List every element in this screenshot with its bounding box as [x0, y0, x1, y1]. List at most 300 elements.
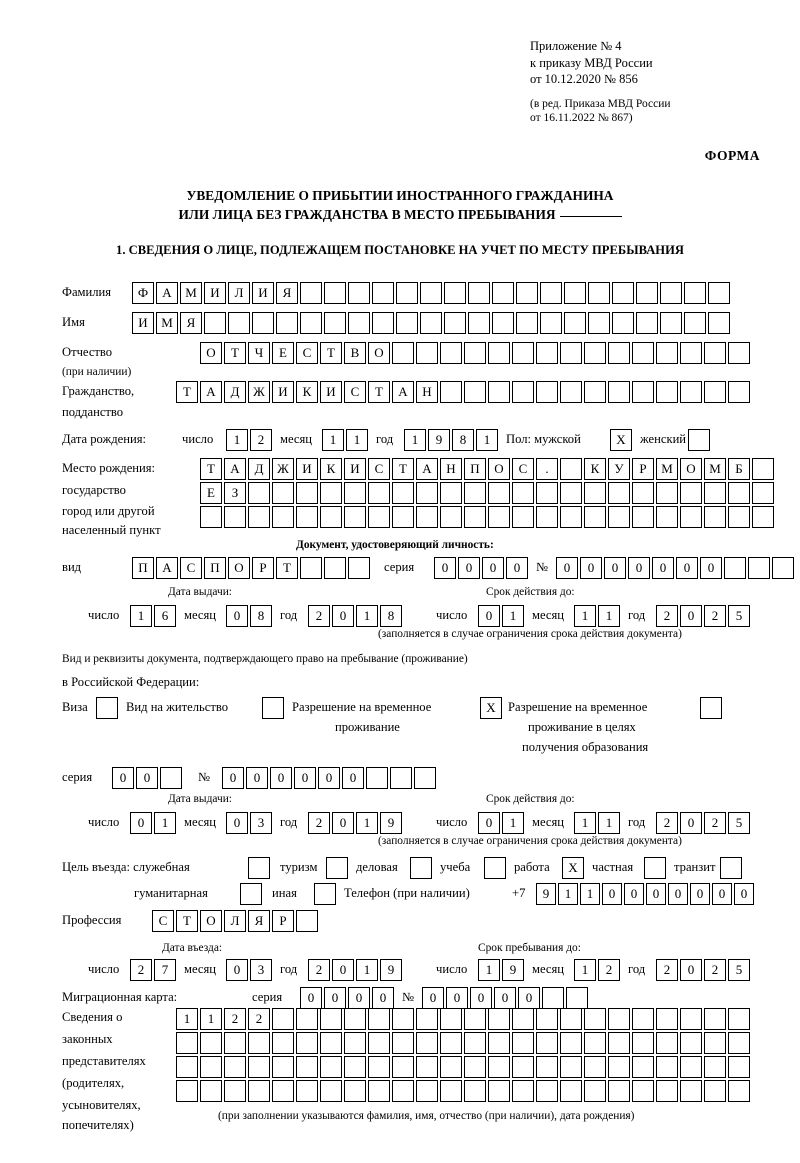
cell[interactable]: С	[368, 458, 390, 480]
cell[interactable]	[416, 342, 438, 364]
cell[interactable]: 0	[680, 605, 702, 627]
legal-reps-row-2[interactable]	[176, 1032, 752, 1054]
cell[interactable]: О	[228, 557, 250, 579]
cell[interactable]: 0	[580, 557, 602, 579]
phone-input[interactable]	[536, 883, 756, 905]
cell[interactable]: Т	[176, 910, 198, 932]
cell[interactable]	[632, 342, 654, 364]
stayend-month-input[interactable]	[574, 959, 622, 981]
cell[interactable]: 3	[250, 959, 272, 981]
cell[interactable]: К	[296, 381, 318, 403]
cell[interactable]: А	[224, 458, 246, 480]
cell[interactable]	[512, 1008, 534, 1030]
cell[interactable]: 0	[434, 557, 456, 579]
cell[interactable]	[536, 381, 558, 403]
stay-valid-month-input[interactable]	[574, 812, 622, 834]
cell[interactable]: З	[224, 482, 246, 504]
purpose-study-checkbox[interactable]	[484, 857, 506, 879]
cell[interactable]	[248, 1032, 270, 1054]
cell[interactable]: 0	[602, 883, 622, 905]
cell[interactable]: 0	[668, 883, 688, 905]
cell[interactable]	[728, 482, 750, 504]
cell[interactable]: Я	[248, 910, 270, 932]
cell[interactable]: И	[252, 282, 274, 304]
cell[interactable]	[704, 506, 726, 528]
stay-issue-year-input[interactable]	[308, 812, 404, 834]
cell[interactable]	[588, 282, 610, 304]
cell[interactable]: П	[132, 557, 154, 579]
cell[interactable]	[632, 1056, 654, 1078]
cell[interactable]	[416, 482, 438, 504]
cell[interactable]	[160, 767, 182, 789]
cell[interactable]: М	[656, 458, 678, 480]
cell[interactable]: 2	[248, 1008, 270, 1030]
cell[interactable]: 0	[676, 557, 698, 579]
cell[interactable]: 0	[422, 987, 444, 1009]
cell[interactable]	[368, 482, 390, 504]
cell[interactable]: 2	[704, 605, 726, 627]
cell[interactable]	[444, 312, 466, 334]
cell[interactable]	[704, 342, 726, 364]
cell[interactable]	[368, 1080, 390, 1102]
cell[interactable]: Т	[368, 381, 390, 403]
cell[interactable]	[488, 1080, 510, 1102]
cell[interactable]	[728, 342, 750, 364]
cell[interactable]: 3	[250, 812, 272, 834]
cell[interactable]: 0	[136, 767, 158, 789]
cell[interactable]: С	[344, 381, 366, 403]
purpose-other-checkbox[interactable]	[314, 883, 336, 905]
cell[interactable]: 0	[680, 812, 702, 834]
cell[interactable]: С	[180, 557, 202, 579]
cell[interactable]: 0	[506, 557, 528, 579]
cell[interactable]	[536, 506, 558, 528]
cell[interactable]	[440, 482, 462, 504]
cell[interactable]: И	[204, 282, 226, 304]
cell[interactable]: 9	[502, 959, 524, 981]
cell[interactable]	[584, 342, 606, 364]
sex-female-checkbox[interactable]	[688, 429, 710, 451]
entry-year-input[interactable]	[308, 959, 404, 981]
cell[interactable]: Ж	[248, 381, 270, 403]
cell[interactable]: 0	[646, 883, 666, 905]
cell[interactable]	[656, 506, 678, 528]
cell[interactable]	[296, 482, 318, 504]
cell[interactable]	[540, 282, 562, 304]
cell[interactable]	[632, 1008, 654, 1030]
cell[interactable]	[416, 1080, 438, 1102]
cell[interactable]: 0	[222, 767, 244, 789]
cell[interactable]	[440, 381, 462, 403]
cell[interactable]: С	[296, 342, 318, 364]
cell[interactable]: В	[344, 342, 366, 364]
cell[interactable]: 2	[656, 959, 678, 981]
cell[interactable]	[680, 506, 702, 528]
cell[interactable]: 1	[478, 959, 500, 981]
cell[interactable]	[252, 312, 274, 334]
cell[interactable]: 2	[704, 812, 726, 834]
cell[interactable]	[468, 282, 490, 304]
cell[interactable]	[684, 312, 706, 334]
cell[interactable]	[272, 506, 294, 528]
cell[interactable]	[344, 506, 366, 528]
cell[interactable]	[728, 506, 750, 528]
purpose-private-checkbox[interactable]	[644, 857, 666, 879]
cell[interactable]	[200, 506, 222, 528]
cell[interactable]	[368, 1032, 390, 1054]
cell[interactable]	[348, 312, 370, 334]
cell[interactable]	[468, 312, 490, 334]
cell[interactable]: О	[680, 458, 702, 480]
cell[interactable]	[296, 1032, 318, 1054]
cell[interactable]	[680, 1032, 702, 1054]
cell[interactable]	[224, 1032, 246, 1054]
cell[interactable]: Т	[224, 342, 246, 364]
cell[interactable]: 0	[318, 767, 340, 789]
cell[interactable]: 8	[250, 605, 272, 627]
cell[interactable]	[344, 1008, 366, 1030]
cell[interactable]	[440, 1032, 462, 1054]
doc-kind-input[interactable]	[132, 557, 372, 579]
cell[interactable]: 1	[200, 1008, 222, 1030]
cell[interactable]	[708, 312, 730, 334]
cell[interactable]	[300, 282, 322, 304]
cell[interactable]	[464, 1008, 486, 1030]
cell[interactable]: 0	[734, 883, 754, 905]
cell[interactable]: О	[368, 342, 390, 364]
cell[interactable]: П	[464, 458, 486, 480]
cell[interactable]	[516, 312, 538, 334]
cell[interactable]: 0	[482, 557, 504, 579]
cell[interactable]	[392, 342, 414, 364]
cell[interactable]: Ж	[272, 458, 294, 480]
cell[interactable]: 0	[478, 812, 500, 834]
mcard-number-input[interactable]	[422, 987, 590, 1009]
cell[interactable]	[368, 506, 390, 528]
cell[interactable]	[728, 1080, 750, 1102]
cell[interactable]	[488, 1056, 510, 1078]
cell[interactable]: 0	[294, 767, 316, 789]
purpose-transit-checkbox[interactable]	[720, 857, 742, 879]
cell[interactable]	[200, 1056, 222, 1078]
cell[interactable]	[632, 506, 654, 528]
cell[interactable]	[464, 1080, 486, 1102]
cell[interactable]	[320, 1056, 342, 1078]
cell[interactable]: 0	[446, 987, 468, 1009]
cell[interactable]: О	[488, 458, 510, 480]
cell[interactable]	[344, 1080, 366, 1102]
cell[interactable]	[728, 1008, 750, 1030]
cell[interactable]: 8	[452, 429, 474, 451]
purpose-humanitarian-checkbox[interactable]	[240, 883, 262, 905]
cell[interactable]: 1	[574, 812, 596, 834]
cell[interactable]	[656, 1080, 678, 1102]
stay-number-input[interactable]	[222, 767, 438, 789]
cell[interactable]	[608, 342, 630, 364]
cell[interactable]	[584, 381, 606, 403]
cell[interactable]	[632, 482, 654, 504]
cell[interactable]: 7	[154, 959, 176, 981]
doc-valid-year-input[interactable]	[656, 605, 752, 627]
cell[interactable]	[320, 482, 342, 504]
cell[interactable]	[248, 1056, 270, 1078]
cell[interactable]	[296, 1056, 318, 1078]
stayend-year-input[interactable]	[656, 959, 752, 981]
cell[interactable]: 1	[598, 812, 620, 834]
cell[interactable]	[584, 1008, 606, 1030]
cell[interactable]: П	[204, 557, 226, 579]
doc-issue-year-input[interactable]	[308, 605, 404, 627]
cell[interactable]: М	[180, 282, 202, 304]
cell[interactable]: 0	[348, 987, 370, 1009]
stay-valid-day-input[interactable]	[478, 812, 526, 834]
cell[interactable]	[414, 767, 436, 789]
cell[interactable]	[464, 482, 486, 504]
stay-issue-month-input[interactable]	[226, 812, 274, 834]
cell[interactable]: Т	[276, 557, 298, 579]
cell[interactable]	[464, 342, 486, 364]
cell[interactable]	[390, 767, 412, 789]
cell[interactable]: 0	[300, 987, 322, 1009]
cell[interactable]	[488, 1032, 510, 1054]
cell[interactable]: 0	[226, 812, 248, 834]
cell[interactable]: Я	[180, 312, 202, 334]
cell[interactable]: 1	[574, 605, 596, 627]
cell[interactable]	[704, 1008, 726, 1030]
cell[interactable]	[392, 1032, 414, 1054]
doc-valid-month-input[interactable]	[574, 605, 622, 627]
cell[interactable]: 1	[346, 429, 368, 451]
cell[interactable]: 1	[226, 429, 248, 451]
cell[interactable]: 0	[130, 812, 152, 834]
cell[interactable]	[516, 282, 538, 304]
cell[interactable]: М	[156, 312, 178, 334]
birth-year-input[interactable]	[404, 429, 500, 451]
cell[interactable]: 1	[558, 883, 578, 905]
birth-place-city-input-row2[interactable]	[200, 482, 776, 504]
cell[interactable]: 0	[324, 987, 346, 1009]
cell[interactable]	[560, 1080, 582, 1102]
cell[interactable]	[176, 1032, 198, 1054]
purpose-business-checkbox[interactable]	[410, 857, 432, 879]
cell[interactable]	[512, 1056, 534, 1078]
cell[interactable]	[344, 1056, 366, 1078]
cell[interactable]	[464, 506, 486, 528]
cell[interactable]	[656, 1008, 678, 1030]
cell[interactable]: 1	[322, 429, 344, 451]
cell[interactable]	[584, 482, 606, 504]
cell[interactable]: 1	[502, 605, 524, 627]
cell[interactable]: 8	[380, 605, 402, 627]
cell[interactable]: 9	[428, 429, 450, 451]
cell[interactable]: Л	[224, 910, 246, 932]
profession-input[interactable]	[152, 910, 320, 932]
citizenship-input[interactable]	[176, 381, 752, 403]
cell[interactable]: 2	[130, 959, 152, 981]
sex-male-checkbox[interactable]: X	[610, 429, 632, 451]
cell[interactable]: 9	[536, 883, 556, 905]
cell[interactable]	[492, 312, 514, 334]
cell[interactable]: И	[344, 458, 366, 480]
cell[interactable]: Я	[276, 282, 298, 304]
cell[interactable]: 2	[308, 959, 330, 981]
cell[interactable]	[200, 1032, 222, 1054]
cell[interactable]	[420, 312, 442, 334]
cell[interactable]	[416, 1032, 438, 1054]
cell[interactable]	[748, 557, 770, 579]
cell[interactable]	[772, 557, 794, 579]
cell[interactable]	[296, 506, 318, 528]
cell[interactable]	[488, 1008, 510, 1030]
cell[interactable]: 2	[704, 959, 726, 981]
cell[interactable]	[300, 312, 322, 334]
cell[interactable]: 0	[226, 959, 248, 981]
cell[interactable]	[248, 506, 270, 528]
cell[interactable]	[536, 342, 558, 364]
cell[interactable]	[512, 1032, 534, 1054]
cell[interactable]	[728, 381, 750, 403]
cell[interactable]	[680, 342, 702, 364]
cell[interactable]: 0	[270, 767, 292, 789]
birth-place-city-input-row3[interactable]	[200, 506, 776, 528]
purpose-tourism-checkbox[interactable]	[326, 857, 348, 879]
entry-month-input[interactable]	[226, 959, 274, 981]
cell[interactable]: 9	[380, 959, 402, 981]
cell[interactable]: Д	[248, 458, 270, 480]
cell[interactable]: Т	[392, 458, 414, 480]
cell[interactable]	[660, 282, 682, 304]
cell[interactable]: 0	[712, 883, 732, 905]
cell[interactable]: И	[320, 381, 342, 403]
cell[interactable]: С	[152, 910, 174, 932]
cell[interactable]: К	[320, 458, 342, 480]
cell[interactable]: С	[512, 458, 534, 480]
cell[interactable]: 5	[728, 812, 750, 834]
doc-issue-month-input[interactable]	[226, 605, 274, 627]
stay-series-input[interactable]	[112, 767, 184, 789]
cell[interactable]	[392, 1008, 414, 1030]
cell[interactable]	[488, 381, 510, 403]
cell[interactable]	[296, 1008, 318, 1030]
cell[interactable]	[372, 282, 394, 304]
cell[interactable]	[224, 1056, 246, 1078]
cell[interactable]	[440, 1080, 462, 1102]
cell[interactable]: 6	[154, 605, 176, 627]
cell[interactable]	[440, 1008, 462, 1030]
cell[interactable]	[708, 282, 730, 304]
cell[interactable]	[392, 506, 414, 528]
cell[interactable]	[344, 482, 366, 504]
cell[interactable]	[176, 1080, 198, 1102]
cell[interactable]	[564, 312, 586, 334]
cell[interactable]	[584, 1056, 606, 1078]
cell[interactable]	[656, 342, 678, 364]
cell[interactable]	[728, 1056, 750, 1078]
cell[interactable]: Р	[252, 557, 274, 579]
cell[interactable]: К	[584, 458, 606, 480]
cell[interactable]	[608, 1008, 630, 1030]
cell[interactable]	[420, 282, 442, 304]
cell[interactable]	[680, 1056, 702, 1078]
cell[interactable]: И	[272, 381, 294, 403]
cell[interactable]	[632, 381, 654, 403]
cell[interactable]: Н	[440, 458, 462, 480]
cell[interactable]: М	[704, 458, 726, 480]
cell[interactable]: 0	[556, 557, 578, 579]
cell[interactable]	[512, 482, 534, 504]
cell[interactable]	[444, 282, 466, 304]
cell[interactable]	[324, 557, 346, 579]
cell[interactable]	[440, 342, 462, 364]
birth-place-state-input[interactable]	[200, 458, 776, 480]
cell[interactable]	[584, 506, 606, 528]
cell[interactable]	[566, 987, 588, 1009]
cell[interactable]: 0	[624, 883, 644, 905]
cell[interactable]	[366, 767, 388, 789]
purpose-official-checkbox[interactable]	[248, 857, 270, 879]
cell[interactable]: 0	[478, 605, 500, 627]
cell[interactable]	[392, 1080, 414, 1102]
cell[interactable]: 2	[250, 429, 272, 451]
cell[interactable]	[560, 482, 582, 504]
cell[interactable]: 5	[728, 959, 750, 981]
doc-series-input[interactable]	[434, 557, 530, 579]
cell[interactable]: 2	[224, 1008, 246, 1030]
residence-checkbox[interactable]	[262, 697, 284, 719]
cell[interactable]	[296, 910, 318, 932]
stayend-day-input[interactable]	[478, 959, 526, 981]
temp-res-checkbox[interactable]: X	[480, 697, 502, 719]
cell[interactable]: Т	[200, 458, 222, 480]
cell[interactable]	[324, 312, 346, 334]
visa-checkbox[interactable]	[96, 697, 118, 719]
cell[interactable]	[224, 506, 246, 528]
mcard-series-input[interactable]	[300, 987, 396, 1009]
name-input[interactable]	[132, 312, 732, 334]
cell[interactable]	[560, 381, 582, 403]
cell[interactable]	[608, 506, 630, 528]
cell[interactable]: 0	[518, 987, 540, 1009]
cell[interactable]: 5	[728, 605, 750, 627]
cell[interactable]: 0	[332, 812, 354, 834]
cell[interactable]	[248, 482, 270, 504]
cell[interactable]	[540, 312, 562, 334]
cell[interactable]	[608, 482, 630, 504]
cell[interactable]: .	[536, 458, 558, 480]
patronymic-input[interactable]	[200, 342, 752, 364]
doc-number-input[interactable]	[556, 557, 796, 579]
cell[interactable]: 1	[356, 812, 378, 834]
cell[interactable]: О	[200, 910, 222, 932]
cell[interactable]: 0	[226, 605, 248, 627]
cell[interactable]: А	[156, 282, 178, 304]
cell[interactable]: 0	[494, 987, 516, 1009]
cell[interactable]	[560, 506, 582, 528]
cell[interactable]	[324, 282, 346, 304]
cell[interactable]	[492, 282, 514, 304]
cell[interactable]	[200, 1080, 222, 1102]
cell[interactable]	[344, 1032, 366, 1054]
cell[interactable]	[396, 282, 418, 304]
cell[interactable]	[608, 1056, 630, 1078]
cell[interactable]	[272, 1032, 294, 1054]
cell[interactable]	[416, 1056, 438, 1078]
cell[interactable]	[300, 557, 322, 579]
cell[interactable]	[636, 282, 658, 304]
cell[interactable]: 0	[458, 557, 480, 579]
cell[interactable]	[584, 1032, 606, 1054]
cell[interactable]	[276, 312, 298, 334]
